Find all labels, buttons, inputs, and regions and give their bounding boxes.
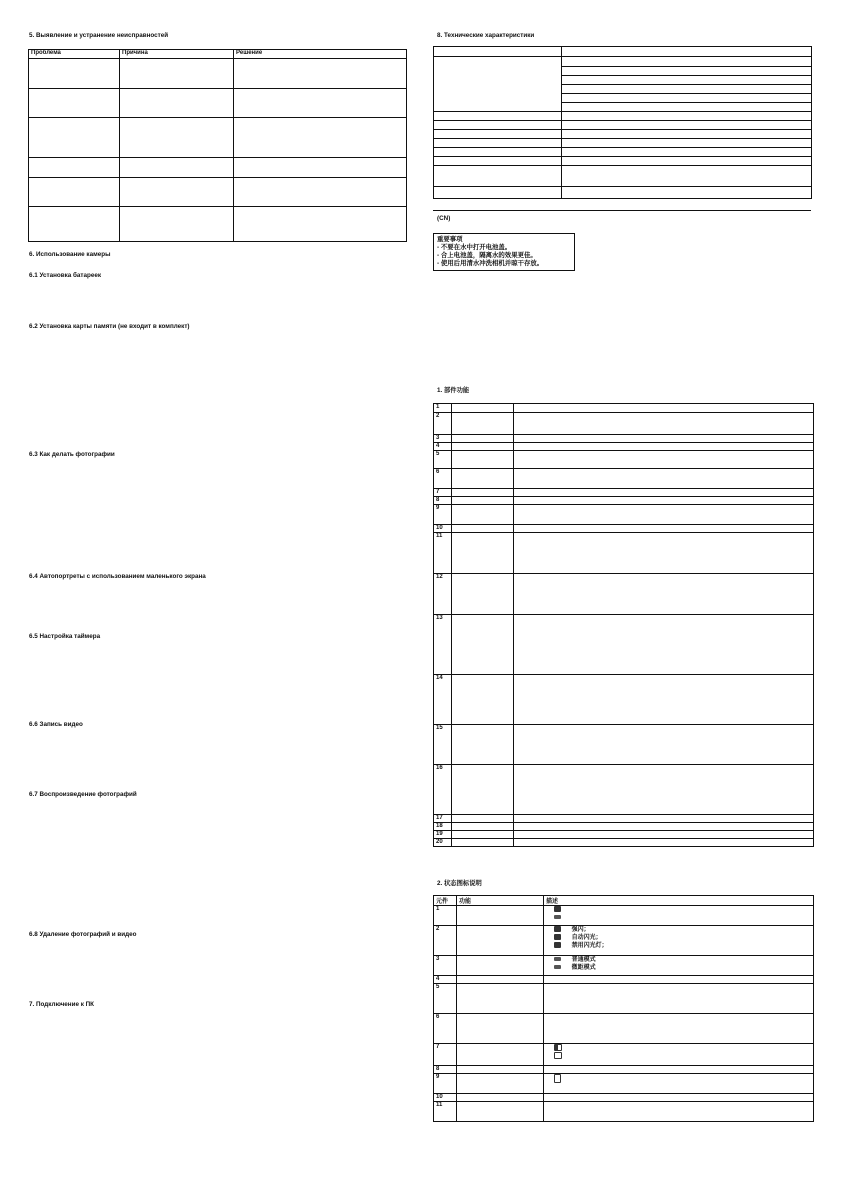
notice-line: - 不要在水中打开电池盖。 <box>437 244 512 251</box>
table-row <box>29 59 407 89</box>
macro-mode-icon <box>554 965 561 969</box>
section-8-title: 8. Технические характеристики <box>437 32 535 39</box>
table-row: 4 <box>434 443 814 451</box>
important-notice-box <box>433 233 575 271</box>
section-6-title: 6. Использование камеры <box>29 251 111 258</box>
table-row: 4 <box>434 976 814 984</box>
subsection-6-1: 6.1 Установка батареек <box>29 272 102 279</box>
flash-force-icon <box>554 926 561 932</box>
subsection-6-2: 6.2 Установка карты памяти (не входит в комплект) <box>29 323 190 330</box>
status-icons-table <box>433 895 814 1122</box>
table-row: 7 <box>434 489 814 497</box>
flash-auto-icon <box>554 934 561 940</box>
table-row: 1 <box>434 906 814 926</box>
parts-function-title: 1. 部件功能 <box>437 387 470 394</box>
table-row: 15 <box>434 725 814 765</box>
table-row <box>29 207 407 242</box>
table-row: 6 <box>434 1014 814 1044</box>
cn-label: (CN) <box>437 215 451 222</box>
table-row: 6 <box>434 469 814 489</box>
table-header: 元件 <box>434 896 457 906</box>
camera-icon <box>554 906 561 912</box>
notice-title: 重要事项 <box>437 236 463 243</box>
notice-line: - 使用后用清水冲洗相机并晾干存放。 <box>437 260 544 267</box>
table-row: 8 <box>434 497 814 505</box>
table-header: Решение <box>234 50 407 59</box>
subsection-6-8: 6.8 Удаление фотографий и видео <box>29 931 137 938</box>
table-row: 2 强闪； 自动闪光； 禁用闪光灯； <box>434 926 814 956</box>
table-row: 11 <box>434 1102 814 1122</box>
status-icons-title: 2. 状态图标说明 <box>437 880 482 887</box>
table-row: 2 <box>434 413 814 435</box>
table-row <box>29 118 407 158</box>
table-row <box>29 89 407 118</box>
table-row: 19 <box>434 831 814 839</box>
table-header: Причина <box>120 50 234 59</box>
table-header: Проблема <box>29 50 120 59</box>
table-header: 描述 <box>544 896 814 906</box>
table-row: 5 <box>434 451 814 469</box>
table-row: 9 <box>434 1074 814 1094</box>
table-row <box>29 178 407 207</box>
subsection-6-5: 6.5 Настройка таймера <box>29 633 101 640</box>
table-row: 9 <box>434 505 814 525</box>
table-row: 1 <box>434 404 814 413</box>
battery-half-icon <box>554 1044 562 1051</box>
table-row: 18 <box>434 823 814 831</box>
table-row <box>29 158 407 178</box>
notice-line: - 合上电池盖，隔离水的效果更佳。 <box>437 252 537 259</box>
table-row: 17 <box>434 815 814 823</box>
table-row: 14 <box>434 675 814 725</box>
table-row: 10 <box>434 525 814 533</box>
divider <box>433 210 811 211</box>
table-row: 11 <box>434 533 814 574</box>
flash-off-icon <box>554 942 561 948</box>
subsection-6-7: 6.7 Воспроизведение фотографий <box>29 791 137 798</box>
normal-mode-icon <box>554 957 561 961</box>
table-row: 16 <box>434 765 814 815</box>
table-row: 5 <box>434 984 814 1014</box>
specs-table <box>433 46 812 199</box>
section-5-title: 5. Выявление и устранение неисправностей <box>29 32 169 39</box>
table-row: 7 <box>434 1044 814 1066</box>
table-row: 3 <box>434 435 814 443</box>
table-row: 10 <box>434 1094 814 1102</box>
parts-table <box>433 403 814 847</box>
table-row: 3 普通模式 微距模式 <box>434 956 814 976</box>
table-row: 13 <box>434 615 814 675</box>
table-row: 12 <box>434 574 814 615</box>
troubleshooting-table <box>28 49 407 242</box>
section-7-title: 7. Подключение к ПК <box>29 1001 95 1008</box>
subsection-6-4: 6.4 Автопортреты с использованием маленького экрана <box>29 573 206 580</box>
subsection-6-6: 6.6 Запись видео <box>29 721 83 728</box>
table-row: 20 <box>434 839 814 847</box>
table-header: 功能 <box>457 896 544 906</box>
video-icon <box>554 915 561 919</box>
subsection-6-3: 6.3 Как делать фотографии <box>29 451 115 458</box>
table-row: 8 <box>434 1066 814 1074</box>
memory-card-icon <box>554 1074 561 1083</box>
battery-empty-icon <box>554 1052 562 1059</box>
